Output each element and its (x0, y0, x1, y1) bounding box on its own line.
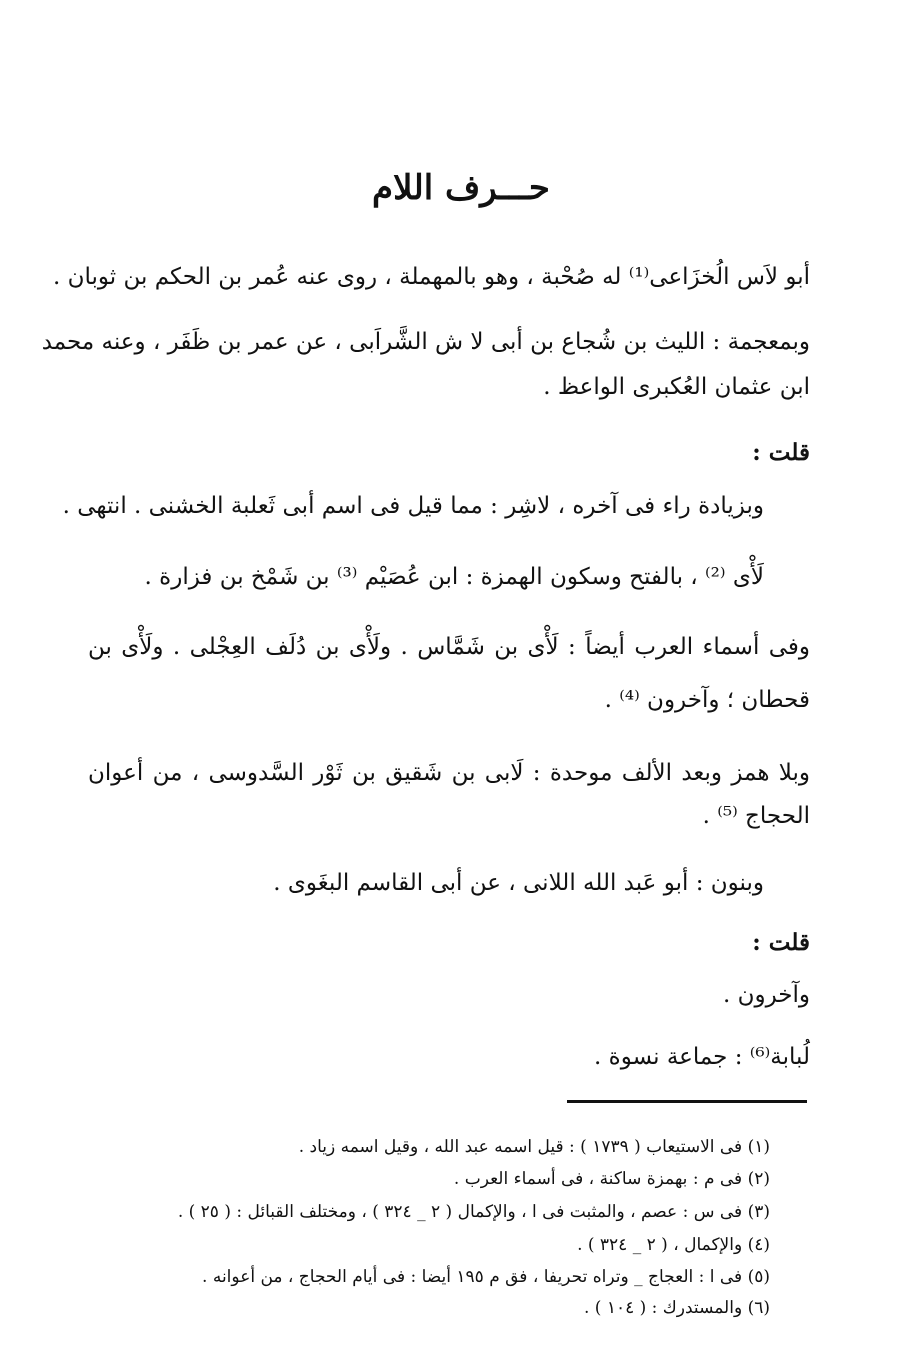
entry-lashir: وبزيادة راء فى آخره ، لاشِر : مما قيل فى اسم أبى ثَعلبة الخشنى . انتهى . (62, 493, 764, 519)
footnote-1: (١) فى الاستيعاب ( ١٧٣٩ ) : قيل اسمه عبد الله ، وقيل اسمه زياد . (298, 1137, 770, 1157)
entry-lay-arab-names-line-1: وفى أسماء العرب أيضاً : لَأْى بن شَمَّاس . ولَأْى بن دُلَف العِجْلى . ولَأْى بن (88, 634, 810, 660)
entry-others: وآخرون . (722, 982, 810, 1008)
footnote-2: (٢) فى م : بهمزة ساكنة ، فى أسماء العرب . (453, 1169, 770, 1189)
qultu-heading-1: قلت : (752, 439, 810, 466)
entry-lay-arab-names-line-2: قحطان ؛ وآخرون ⁽⁴⁾ . (604, 687, 810, 713)
qultu-heading-2: قلت : (752, 929, 810, 956)
chapter-title: حـــرف اللام (372, 168, 550, 208)
footnote-3: (٣) فى س : عصم ، والمثبت فى ا ، والإكمال ( ٢ _ ٣٢٤ ) ، ومختلف القبائل : ( ٢٥ ) . (177, 1202, 770, 1222)
footnote-separator (567, 1100, 807, 1103)
footnote-5: (٥) فى ا : العجاج _ وتراه تحريفا ، فق م ١٩٥ أيضا : فى أيام الحجاج ، من أعوانه . (202, 1267, 770, 1287)
entry-with-mujama-line-1: وبمعجمة : الليث بن شُجاع بن أبى لا ش الشَّراَبى ، عن عمر بن ظَفَر ، وعنه محمد (41, 329, 810, 355)
entry-with-mujama-line-2: ابن عثمان العُكبرى الواعظ . (543, 374, 810, 400)
footnote-4: (٤) والإكمال ، ( ٢ _ ٣٢٤ ) . (577, 1235, 770, 1255)
footnote-6: (٦) والمستدرك : ( ١٠٤ ) . (583, 1298, 770, 1318)
entry-lubaba: لُبابة⁽⁶⁾ : جماعة نسوة . (594, 1044, 810, 1070)
entry-abu-las: أبو لاَس الُخزَاعى⁽¹⁾ له صُحْبة ، وهو بالمهملة ، روى عنه عُمر بن الحكم بن ثوبان . (53, 264, 810, 290)
entry-labi-line-1: وبلا همز وبعد الألف موحدة : لَابى بن شَقيق بن ثَوْر السَّدوسى ، من أعوان (88, 760, 810, 786)
entry-labi-line-2: الحجاج ⁽⁵⁾ . (702, 803, 810, 829)
entry-lay: لَأْى ⁽²⁾ ، بالفتح وسكون الهمزة : ابن عُصَيْم ⁽³⁾ بن شَمْخ بن فزارة . (144, 564, 764, 590)
entry-lani: وبنون : أبو عَبد الله اللانى ، عن أبى القاسم البغَوى . (273, 870, 764, 896)
